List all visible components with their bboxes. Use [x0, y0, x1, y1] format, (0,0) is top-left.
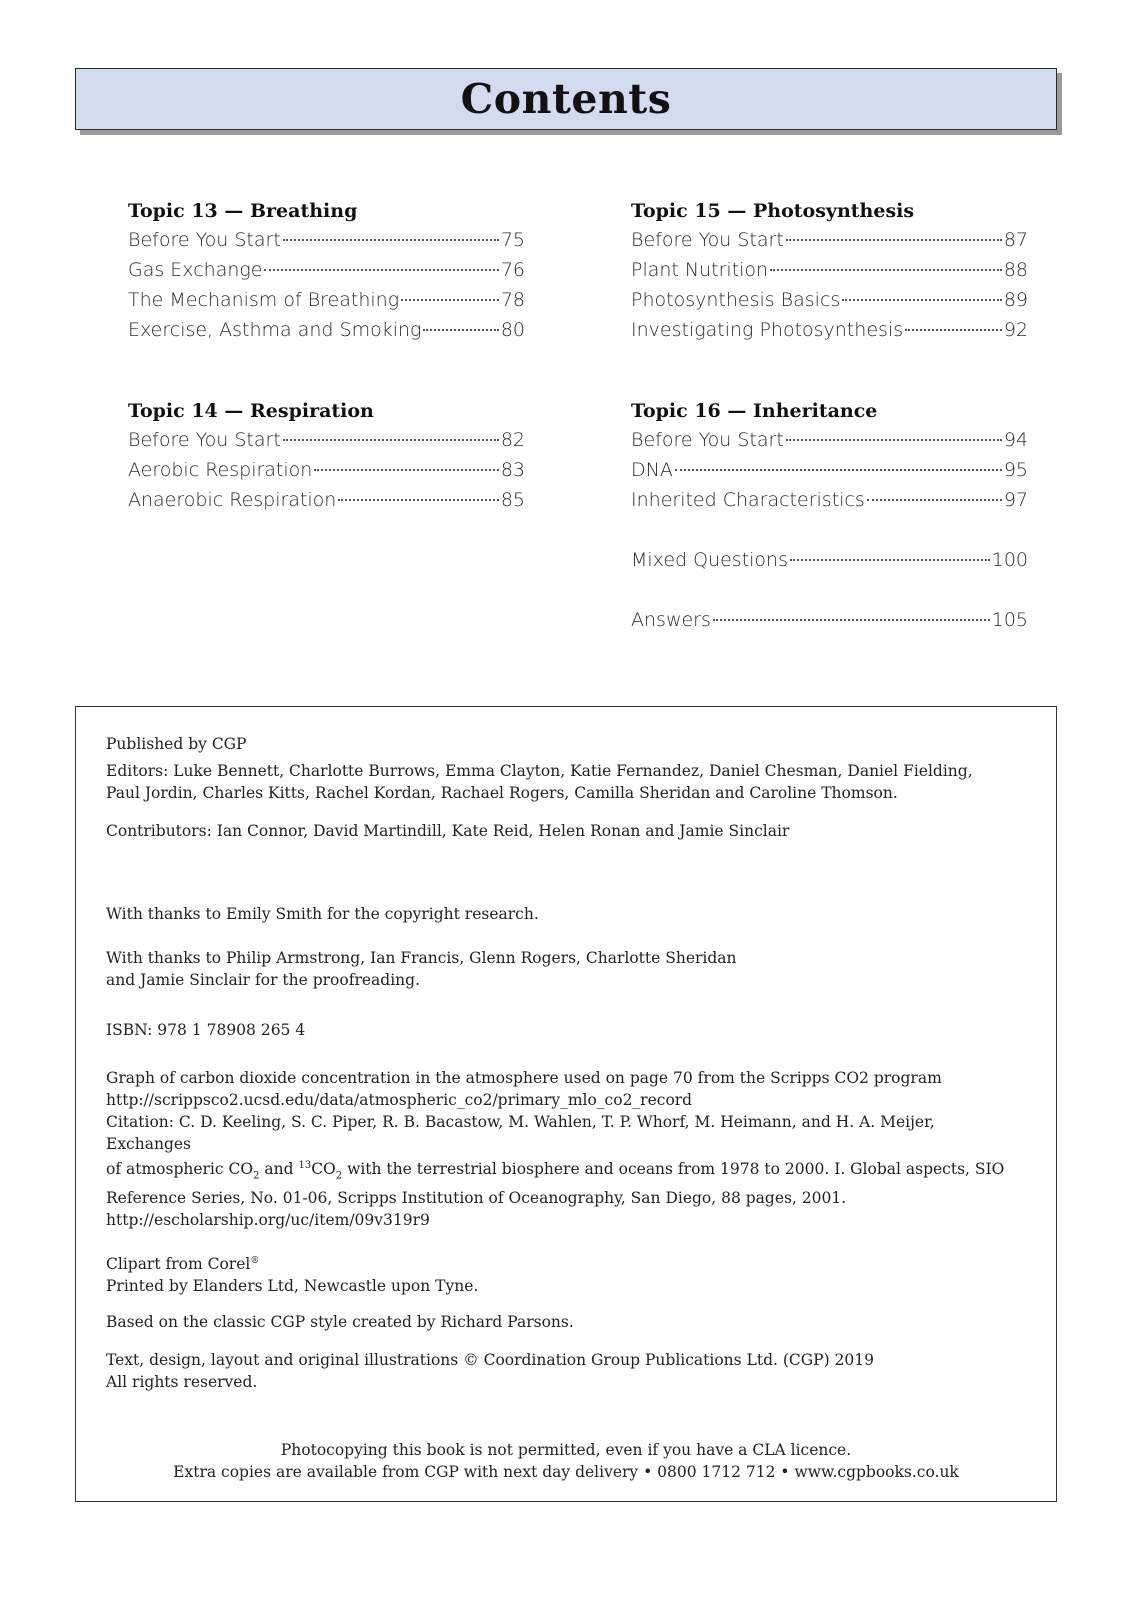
leader-dots [842, 299, 1002, 301]
toc-entry[interactable]: Plant Nutrition 88 [631, 259, 1028, 281]
toc-entry[interactable]: DNA 95 [631, 459, 1028, 481]
topic-heading: Topic 14 — Respiration [128, 400, 374, 422]
extra-copies-notice: Extra copies are available from CGP with next day delivery • 0800 1712 712 • www.cgpbooks.co.uk [173, 1463, 959, 1481]
toc-entry[interactable]: Inherited Characteristics 97 [631, 489, 1028, 511]
leader-dots [338, 499, 498, 501]
leader-dots [905, 329, 1002, 331]
topic-13 [128, 197, 525, 345]
thanks-copyright: With thanks to Emily Smith for the copyright research. [106, 905, 539, 923]
topic-15 [631, 197, 1028, 345]
toc-entry[interactable]: The Mechanism of Breathing 78 [128, 289, 525, 311]
leader-dots [770, 269, 1002, 271]
toc-entry[interactable]: Exercise, Asthma and Smoking 80 [128, 319, 525, 341]
leader-dots [283, 239, 499, 241]
based-on: Based on the classic CGP style created by Richard Parsons. [106, 1313, 574, 1331]
toc-entry[interactable]: Gas Exchange 76 [128, 259, 525, 281]
leader-dots [790, 559, 990, 561]
leader-dots [786, 239, 1002, 241]
leader-dots [786, 439, 1002, 441]
leader-dots [401, 299, 499, 301]
clipart-printed: Clipart from Corel® Printed by Elanders Ltd, Newcastle upon Tyne. [106, 1255, 479, 1296]
leader-dots [283, 439, 499, 441]
topic-heading: Topic 15 — Photosynthesis [631, 200, 915, 222]
photocopy-notice: Photocopying this book is not permitted, even if you have a CLA licence. [280, 1441, 852, 1459]
toc-mixed-questions [631, 545, 1028, 575]
topic-14 [128, 397, 525, 515]
copyright: Text, design, layout and original illustrations © Coordination Group Publications Ltd. (CGP) 2019 All rights reserved. [106, 1351, 874, 1391]
topic-heading: Topic 16 — Inheritance [631, 400, 878, 422]
leader-dots [713, 619, 990, 621]
leader-dots [264, 269, 498, 271]
leader-dots [867, 499, 1002, 501]
published-by: Published by CGP [106, 735, 247, 753]
leader-dots [675, 469, 1002, 471]
leader-dots [314, 469, 498, 471]
graph-source: Graph of carbon dioxide concentration in the atmosphere used on page 70 from the Scripps CO2 program http://scrippsco2.ucsd.edu/data/atmospheric_co2/primary_mlo_co2_record Citation: C. D. Keeling, S. C. Piper, R. B. Bacastow, M. Wahlen, T. P. Whorf, M. Heimann, and H. A. Meijer, Exchanges of atmospheric $CO_2$ and $^{13}CO_2$ with the terrestrial biosphere and oceans from 1978 to 2000. I. Global aspects, SIO Reference Series, No. 01-06, Scripps Institution of Oceanography, San Diego, 88 pages, 2001. http://escholarship.org/uc/item/09v319r9 [106, 1069, 1005, 1230]
toc-entry[interactable]: Before You Start 87 [631, 229, 1028, 251]
toc-answers [631, 605, 1028, 635]
topic-16 [631, 397, 1028, 515]
toc-entry[interactable]: Answers 105 [631, 609, 1028, 631]
contributors: Contributors: Ian Connor, David Martindill, Kate Reid, Helen Ronan and Jamie Sinclair [106, 822, 790, 840]
topic-heading: Topic 13 — Breathing [128, 200, 358, 222]
leader-dots [423, 329, 498, 331]
isbn: ISBN: 978 1 78908 265 4 [106, 1021, 306, 1039]
title-banner [75, 68, 1057, 130]
toc-entry[interactable]: Before You Start 94 [631, 429, 1028, 451]
toc-entry[interactable]: Mixed Questions 100 [631, 549, 1028, 571]
thanks-proofreading: With thanks to Philip Armstrong, Ian Francis, Glenn Rogers, Charlotte Sheridan and Jamie Sinclair for the proofreading. [106, 949, 737, 989]
page-title: Contents [460, 75, 672, 123]
toc-entry[interactable]: Investigating Photosynthesis 92 [631, 319, 1028, 341]
editors: Editors: Luke Bennett, Charlotte Burrows, Emma Clayton, Katie Fernandez, Daniel Chesman, Daniel Fielding, Paul Jordin, Charles Kitts, Rachel Kordan, Rachael Rogers, Camilla Sheridan and Caroline Thomson. [106, 762, 973, 802]
toc-entry[interactable]: Before You Start 82 [128, 429, 525, 451]
toc-entry[interactable]: Photosynthesis Basics 89 [631, 289, 1028, 311]
toc-entry[interactable]: Before You Start 75 [128, 229, 525, 251]
toc-entry[interactable]: Aerobic Respiration 83 [128, 459, 525, 481]
toc-entry[interactable]: Anaerobic Respiration 85 [128, 489, 525, 511]
